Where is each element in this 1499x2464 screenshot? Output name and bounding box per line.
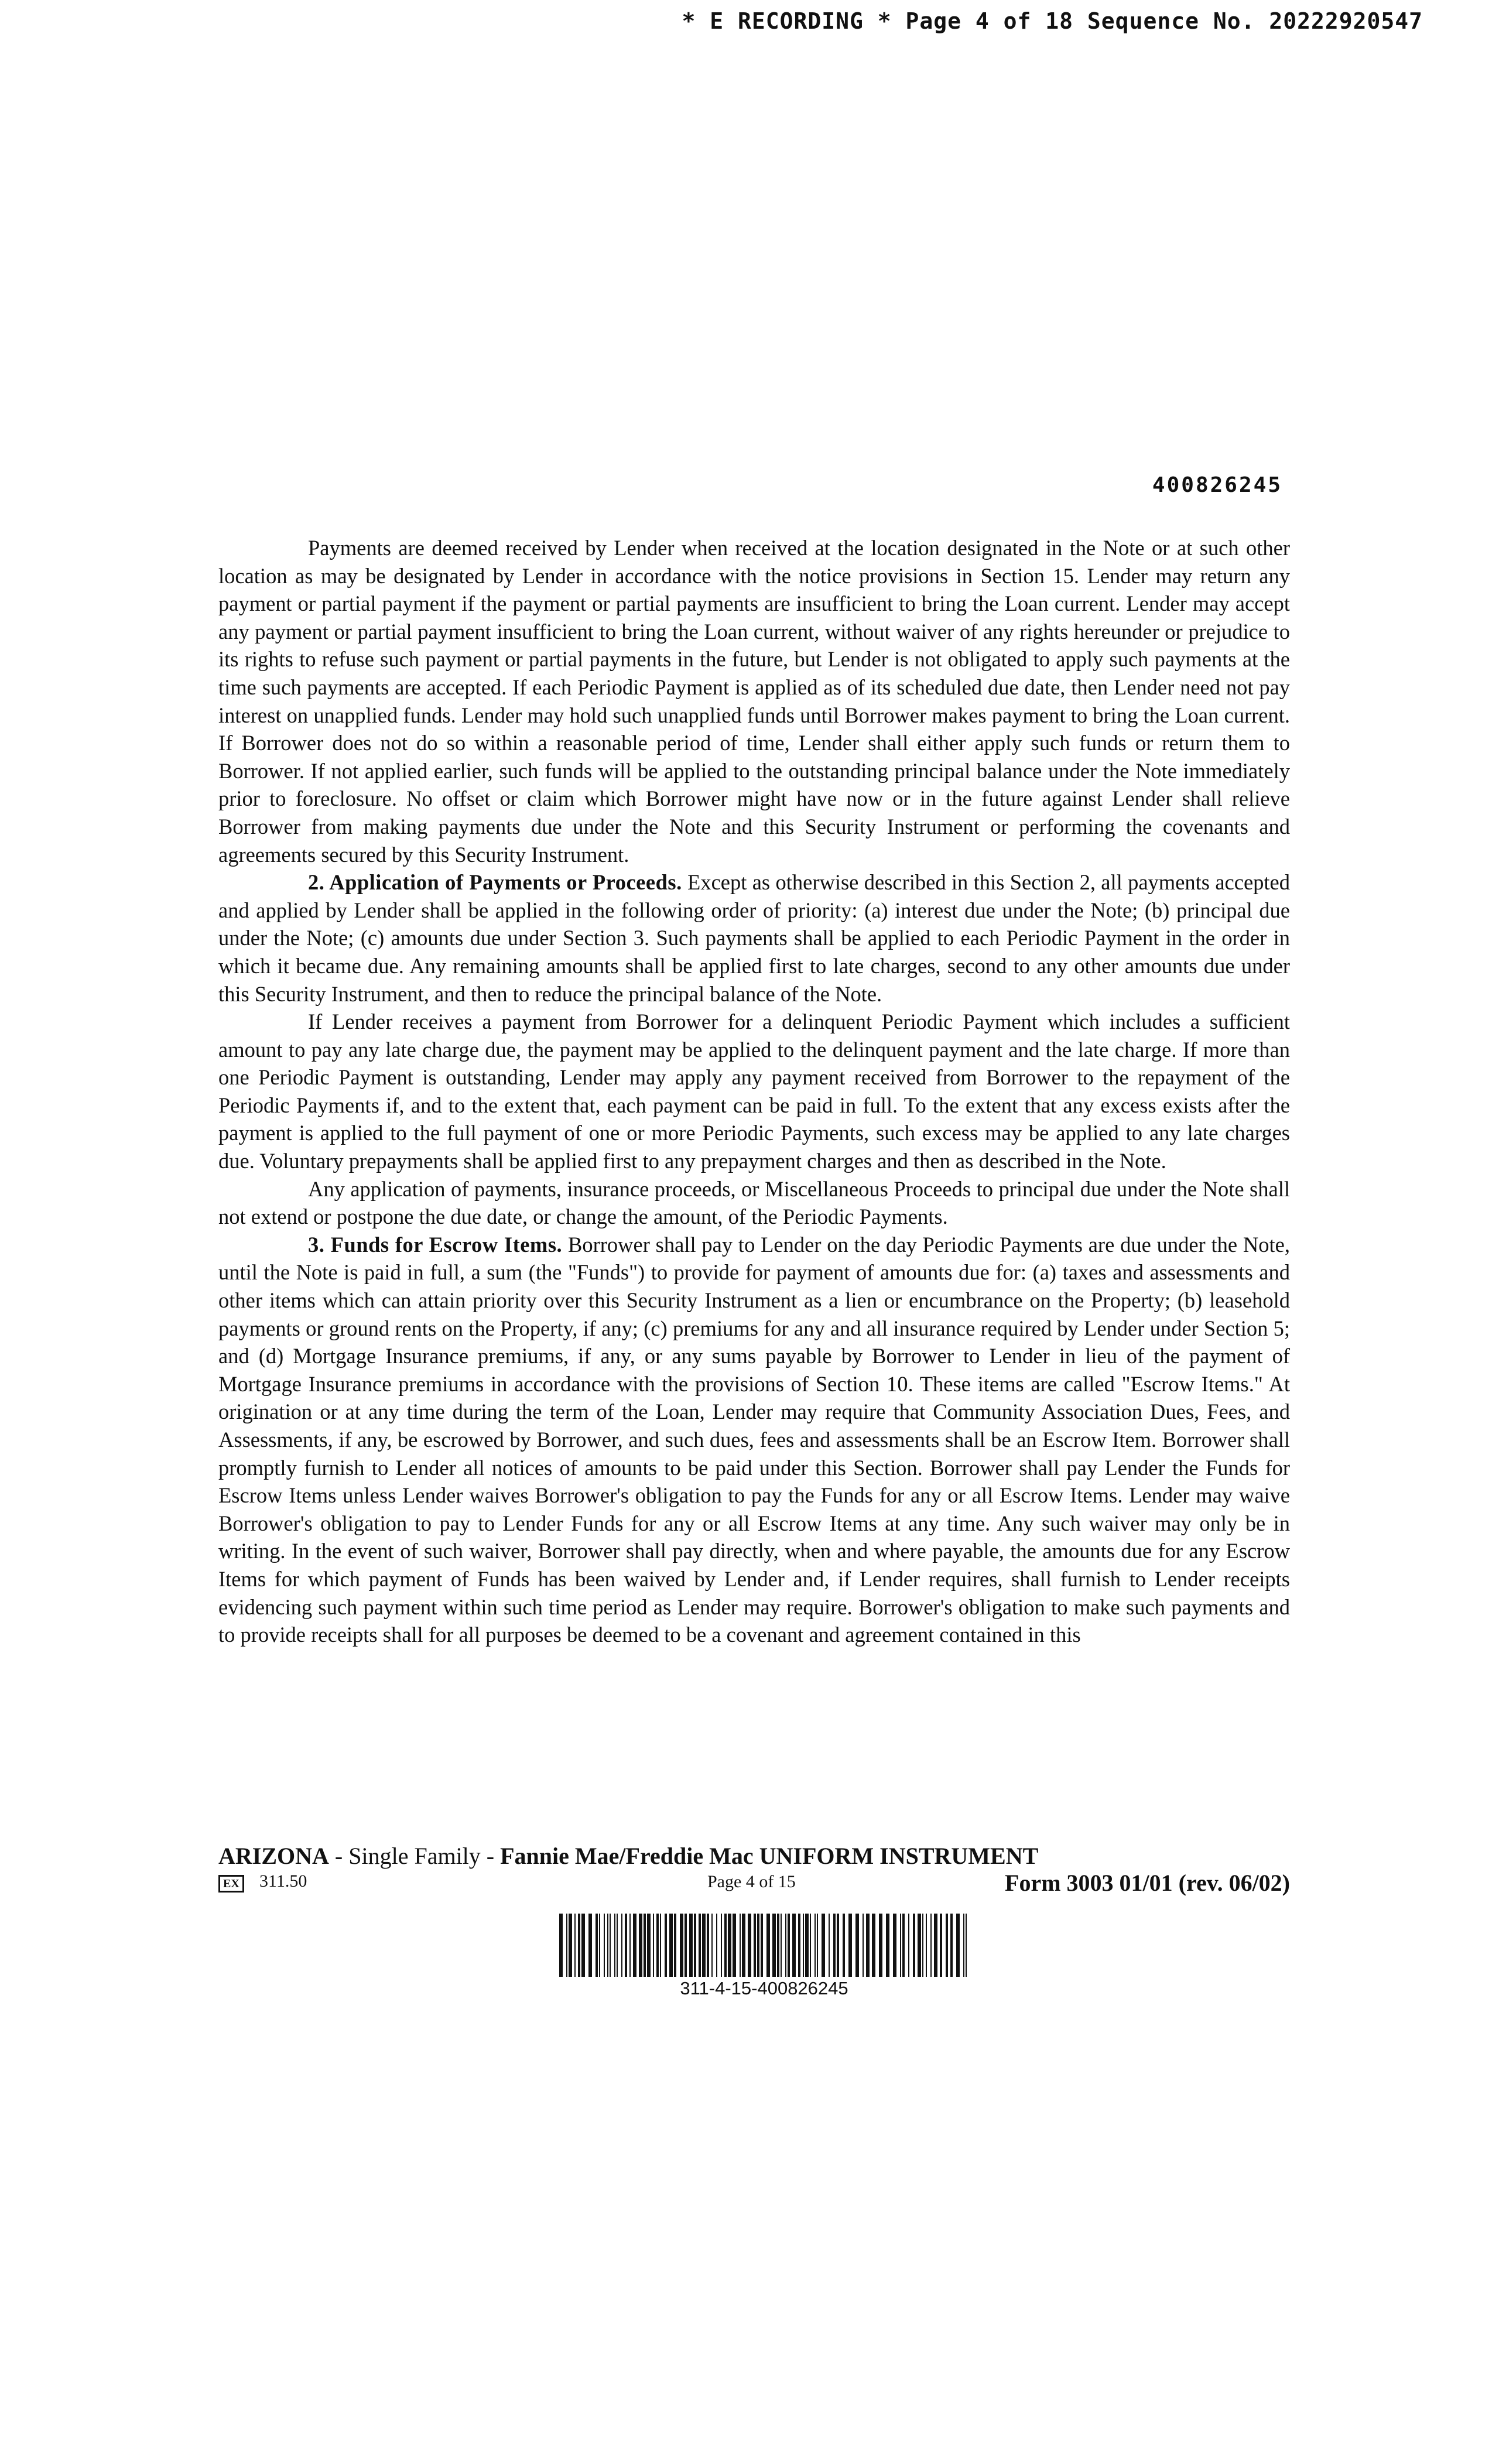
loan-number: 400826245 xyxy=(1152,473,1282,497)
paragraph-application-of-payments: Any application of payments, insurance proceeds, or Miscellaneous Proceeds to principal due under the Note shall not extend or postpone the due date, or change the amount, of the Periodic Payments. xyxy=(218,1176,1290,1229)
section-2-text: Except as otherwise described in this Section 2, all payments accepted and applied by Lender shall be applied in the following order of priority: (a) interest due under the Note; (b) principal due under the Note; (c) amounts due under Section 3. Such payments shall be applied to each Periodic Payment in the order in which it became due. Any remaining amounts shall be applied first to late charges, second to any other amounts due under this Security Instrument, and then to reduce the principal balance of the Note. xyxy=(218,870,1290,1006)
footer-form-line xyxy=(218,1870,1290,1900)
form-number: Form 3003 01/01 (rev. 06/02) xyxy=(1005,1870,1290,1896)
footer-state: ARIZONA xyxy=(218,1843,329,1869)
section-3-heading: 3. Funds for Escrow Items. xyxy=(308,1232,563,1257)
paragraph-delinquent-payment: If Lender receives a payment from Borrower for a delinquent Periodic Payment which includes a sufficient amount to pay any late charge due, the payment may be applied to the delinquent payment and the late charge. If more than one Periodic Payment is outstanding, Lender may apply any payment received from Borrower to the repayment of the Periodic Payments if, and to the extent that, each payment can be paid in full. To the extent that any excess exists after the payment is applied to the full payment of one or more Periodic Payments, such excess may be applied to any late charges due. Voluntary prepayments shall be applied first to any prepayment charges and then as described in the Note. xyxy=(218,1009,1290,1173)
section-2-heading: 2. Application of Payments or Proceeds. xyxy=(308,870,682,895)
barcode-icon xyxy=(559,1914,969,1977)
paragraph-payments-received: Payments are deemed received by Lender when received at the location designated in the Note or at such other location as may be designated by Lender in accordance with the notice provisions in Section 15. Lender may return any payment or partial payment if the payment or partial payments are insufficient to bring the Loan current. Lender may accept any payment or partial payment insufficient to bring the Loan current, without waiver of any rights hereunder or prejudice to its rights to refuse such payment or partial payments in the future, but Lender is not obligated to apply such payments at the time such payments are accepted. If each Periodic Payment is applied as of its scheduled due date, then Lender need not pay interest on unapplied funds. Lender may hold such unapplied funds until Borrower makes payment to bring the Loan current. If Borrower does not do so within a reasonable period of time, Lender shall either apply such funds or return them to Borrower. If not applied earlier, such funds will be applied to the outstanding principal balance under the Note immediately prior to foreclosure. No offset or claim which Borrower might have now or in the future against Lender shall relieve Borrower from making payments due under the Note and this Security Instrument or performing the covenants and agreements secured by this Security Instrument. xyxy=(218,536,1290,867)
form-code-icon: EX xyxy=(218,1875,244,1893)
barcode-text: 311-4-15-400826245 xyxy=(680,1978,848,1998)
recording-stamp: * E RECORDING * Page 4 of 18 Sequence No. 20222920547 xyxy=(682,8,1423,34)
footer-type: - Single Family - xyxy=(328,1843,501,1869)
section-3-text: Borrower shall pay to Lender on the day Periodic Payments are due under the Note, until the Note is paid in full, a sum (the "Funds") to provide for payment of amounts due for: (a) taxes and assessments and other items which can attain priority over this Security Instrument as a lien or encumbrance on the Property; (b) leasehold payments or ground rents on the Property, if any; (c) premiums for any and all insurance required by Lender under Section 5; and (d) Mortgage Insurance premiums, if any, or any sums payable by Borrower to Lender in lieu of the payment of Mortgage Insurance premiums in accordance with the provisions of Section 10. These items are called "Escrow Items." At origination or at any time during the term of the Loan, Lender may require that Community Association Dues, Fees, and Assessments, if any, be escrowed by Borrower, and such dues, fees and assessments shall be an Escrow Item. Borrower shall promptly furnish to Lender all notices of amounts to be paid under this Section. Borrower shall pay Lender the Funds for Escrow Items unless Lender waives Borrower's obligation to pay the Funds for any or all Escrow Items. Lender may waive Borrower's obligation to pay to Lender Funds for any or all Escrow Items at any time. Any such waiver may only be in writing. In the event of such waiver, Borrower shall pay directly, when and where payable, the amounts due for any Escrow Items for which payment of Funds has been waived by Lender and, if Lender requires, shall furnish to Lender receipts evidencing such payment within such time period as Lender may require. Borrower's obligation to make such payments and to provide receipts shall for all purposes be deemed to be a covenant and agreement contained in this xyxy=(218,1232,1290,1647)
form-code: 311.50 xyxy=(259,1871,307,1891)
footer-instrument: Fannie Mae/Freddie Mac UNIFORM INSTRUMENT xyxy=(500,1843,1039,1869)
section-3 xyxy=(218,1231,1290,1649)
section-2 xyxy=(218,868,1290,1008)
document-body xyxy=(218,534,1290,1649)
page-number: Page 4 of 15 xyxy=(707,1872,796,1891)
footer-instrument-line xyxy=(218,1842,1038,1870)
